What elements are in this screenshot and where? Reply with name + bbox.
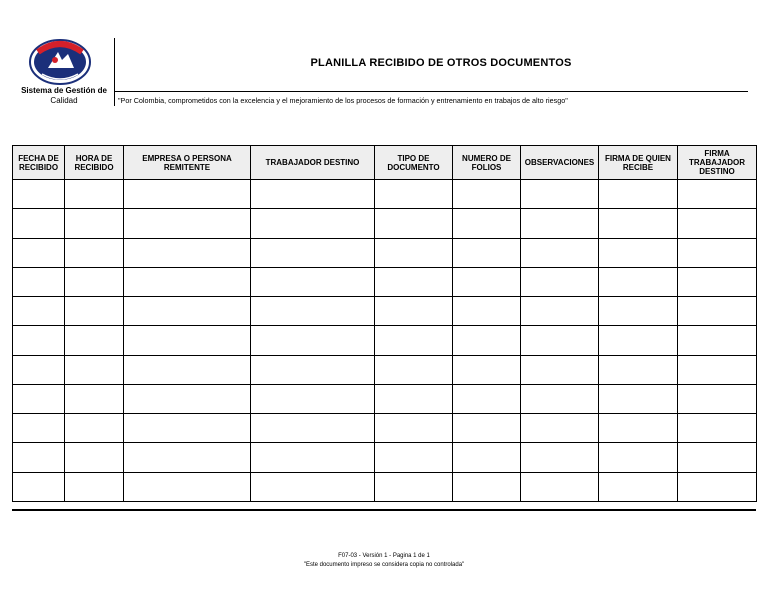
table-cell[interactable] [375,472,453,501]
table-cell[interactable] [251,297,375,326]
column-header: TRABAJADOR DESTINO [251,146,375,180]
receipt-table [12,145,757,502]
table-cell[interactable] [599,238,678,267]
table-cell[interactable] [599,209,678,238]
table-cell[interactable] [453,180,521,209]
table-cell[interactable] [124,414,251,443]
company-logo [28,38,92,86]
table-row [13,297,757,326]
table-cell[interactable] [521,238,599,267]
table-cell[interactable] [375,297,453,326]
table-cell[interactable] [375,384,453,413]
table-cell[interactable] [13,443,65,472]
table-row [13,443,757,472]
table-cell[interactable] [678,414,757,443]
table-cell[interactable] [599,443,678,472]
column-header: FECHA DE RECIBIDO [13,146,65,180]
document-title: PLANILLA RECIBIDO DE OTROS DOCUMENTOS [310,57,572,69]
table-cell[interactable] [251,180,375,209]
table-cell[interactable] [124,384,251,413]
table-row [13,384,757,413]
table-cell[interactable] [251,238,375,267]
table-cell[interactable] [251,384,375,413]
quality-system-label [14,86,114,106]
table-cell[interactable] [599,355,678,384]
table-row [13,209,757,238]
table-cell[interactable] [521,384,599,413]
table-row [13,472,757,501]
table-cell[interactable] [678,267,757,296]
table-cell[interactable] [521,180,599,209]
table-cell[interactable] [453,472,521,501]
table-cell[interactable] [65,443,124,472]
table-cell[interactable] [375,267,453,296]
table-cell[interactable] [375,180,453,209]
table-cell[interactable] [13,180,65,209]
table-cell[interactable] [251,355,375,384]
table-cell[interactable] [521,414,599,443]
page-footer [0,552,768,570]
header-divider-horizontal [114,91,748,92]
column-header: OBSERVACIONES [521,146,599,180]
table-cell[interactable] [599,267,678,296]
table-cell[interactable] [65,326,124,355]
table-cell[interactable] [65,472,124,501]
table-cell[interactable] [453,414,521,443]
table-cell[interactable] [453,238,521,267]
footer-copy-note: "Este documento impreso se considera copia no controlada" [303,562,465,568]
column-header: HORA DE RECIBIDO [65,146,124,180]
table-cell[interactable] [678,180,757,209]
table-cell[interactable] [599,384,678,413]
table-cell[interactable] [124,326,251,355]
table-cell[interactable] [599,297,678,326]
system-name: Sistema de Gestión de [21,86,107,95]
table-cell[interactable] [678,355,757,384]
table-cell[interactable] [13,355,65,384]
column-header: EMPRESA O PERSONA REMITENTE [124,146,251,180]
table-row [13,180,757,209]
table-cell[interactable] [521,355,599,384]
table-cell[interactable] [251,443,375,472]
table-cell[interactable] [124,297,251,326]
table-cell[interactable] [124,180,251,209]
column-header: FIRMA DE QUIEN RECIBE [599,146,678,180]
table-cell[interactable] [13,297,65,326]
table-cell[interactable] [599,414,678,443]
footer-version: F07-03 - Versión 1 - Pagina 1 de 1 [338,553,430,559]
table-row [13,414,757,443]
table-cell[interactable] [13,414,65,443]
table-cell[interactable] [678,238,757,267]
column-header: TIPO DE DOCUMENTO [375,146,453,180]
table-cell[interactable] [65,267,124,296]
table-cell[interactable] [124,267,251,296]
column-header: FIRMA TRABAJADOR DESTINO [678,146,757,180]
table-cell[interactable] [375,355,453,384]
table-cell[interactable] [453,267,521,296]
table-cell[interactable] [13,326,65,355]
table-cell[interactable] [521,443,599,472]
table-cell[interactable] [251,472,375,501]
table-bottom-rule [12,509,756,511]
table-row [13,355,757,384]
table-cell[interactable] [521,297,599,326]
system-name-sub: Calidad [50,96,78,105]
table-cell[interactable] [65,414,124,443]
table-cell[interactable] [251,326,375,355]
table-cell[interactable] [375,414,453,443]
table-cell[interactable] [678,443,757,472]
table-cell[interactable] [521,472,599,501]
table-cell[interactable] [453,355,521,384]
table-cell[interactable] [13,267,65,296]
table-cell[interactable] [124,209,251,238]
table-cell[interactable] [124,355,251,384]
table-header-row [13,146,757,180]
column-header: NUMERO DE FOLIOS [453,146,521,180]
table-cell[interactable] [65,209,124,238]
table-cell[interactable] [375,443,453,472]
table-row [13,267,757,296]
table-cell[interactable] [65,384,124,413]
table-cell[interactable] [65,355,124,384]
table-cell[interactable] [65,297,124,326]
table-cell[interactable] [453,443,521,472]
table-cell[interactable] [375,209,453,238]
table-cell[interactable] [375,238,453,267]
table-cell[interactable] [13,209,65,238]
table-cell[interactable] [124,472,251,501]
table-row [13,326,757,355]
table-cell[interactable] [13,384,65,413]
table-cell[interactable] [678,384,757,413]
table-cell[interactable] [65,180,124,209]
table-cell[interactable] [13,472,65,501]
table-cell[interactable] [251,209,375,238]
table-cell[interactable] [678,326,757,355]
table-cell[interactable] [678,209,757,238]
table-cell[interactable] [124,238,251,267]
table-cell[interactable] [599,180,678,209]
table-cell[interactable] [453,326,521,355]
table-cell[interactable] [13,238,65,267]
table-cell[interactable] [375,326,453,355]
table-cell[interactable] [124,443,251,472]
table-cell[interactable] [599,472,678,501]
table-cell[interactable] [521,267,599,296]
table-cell[interactable] [453,209,521,238]
header-divider-vertical [114,38,115,106]
table-cell[interactable] [453,384,521,413]
table-cell[interactable] [251,414,375,443]
table-cell[interactable] [678,472,757,501]
table-cell[interactable] [521,209,599,238]
company-slogan: "Por Colombia, comprometidos con la excelencia y el mejoramiento de los procesos de formación y entrenamiento en trabajos de alto riesgo" [118,96,568,105]
table-cell[interactable] [678,297,757,326]
table-cell[interactable] [453,297,521,326]
table-cell[interactable] [65,238,124,267]
table-cell[interactable] [599,326,678,355]
table-row [13,238,757,267]
table-cell[interactable] [251,267,375,296]
table-cell[interactable] [521,326,599,355]
